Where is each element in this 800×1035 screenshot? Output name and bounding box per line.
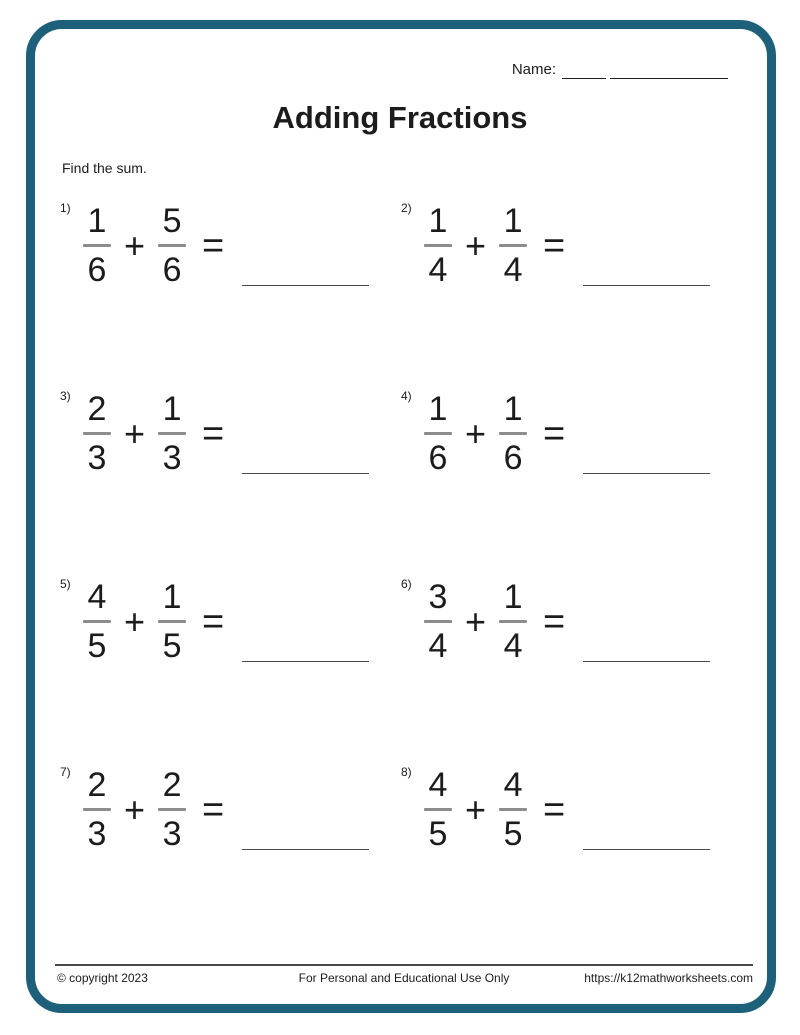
numerator: 3 [428,578,448,616]
equals-sign: = [543,412,566,455]
expression [424,204,710,287]
answer-line[interactable] [583,464,710,474]
equals-sign: = [543,600,566,643]
fraction-2 [158,392,186,475]
denominator: 6 [503,439,523,477]
fraction-2 [158,768,186,851]
answer-line[interactable] [242,840,369,850]
fraction-bar [499,808,527,811]
expression [83,392,369,475]
fraction-1 [83,392,111,475]
name-blank-line[interactable] [562,61,606,79]
numerator: 1 [428,202,448,240]
numerator: 4 [428,766,448,804]
answer-line[interactable] [242,276,369,286]
denominator: 5 [503,815,523,853]
problem-6 [401,572,750,760]
answer-line[interactable] [583,276,710,286]
denominator: 3 [87,439,107,477]
fraction-bar [158,244,186,247]
problem-number: 3) [60,389,71,403]
denominator: 3 [87,815,107,853]
plus-sign: + [465,224,487,266]
problem-number: 6) [401,577,412,591]
instruction-text: Find the sum. [62,160,147,176]
expression [83,768,369,851]
answer-line[interactable] [583,652,710,662]
fraction-1 [424,204,452,287]
fraction-bar [499,244,527,247]
denominator: 4 [428,627,448,665]
denominator: 3 [162,439,182,477]
denominator: 4 [503,251,523,289]
fraction-2 [499,580,527,663]
denominator: 4 [503,627,523,665]
page-title: Adding Fractions [272,100,528,135]
denominator: 4 [428,251,448,289]
fraction-2 [158,204,186,287]
answer-line[interactable] [583,840,710,850]
problem-number: 7) [60,765,71,779]
equals-sign: = [202,412,225,455]
problem-number: 5) [60,577,71,591]
fraction-bar [83,432,111,435]
fraction-1 [83,768,111,851]
denominator: 6 [87,251,107,289]
fraction-bar [424,808,452,811]
name-row [512,61,728,79]
fraction-bar [158,432,186,435]
numerator: 5 [162,202,182,240]
denominator: 6 [428,439,448,477]
fraction-bar [158,620,186,623]
numerator: 1 [428,390,448,428]
problems-grid [60,196,750,948]
expression [424,768,710,851]
plus-sign: + [124,788,146,830]
denominator: 3 [162,815,182,853]
denominator: 6 [162,251,182,289]
plus-sign: + [124,412,146,454]
fraction-bar [158,808,186,811]
numerator: 1 [503,578,523,616]
copyright-text: © copyright 2023 [57,971,148,985]
footer-divider [55,964,753,966]
numerator: 1 [503,390,523,428]
problem-number: 1) [60,201,71,215]
plus-sign: + [465,600,487,642]
plus-sign: + [465,412,487,454]
usage-text: For Personal and Educational Use Only [298,971,510,985]
problem-4 [401,384,750,572]
equals-sign: = [202,224,225,267]
website-link[interactable]: https://k12mathworksheets.com [584,971,753,985]
expression [424,392,710,475]
fraction-1 [424,580,452,663]
fraction-bar [424,432,452,435]
fraction-bar [499,620,527,623]
numerator: 2 [87,766,107,804]
problem-3 [60,384,401,572]
plus-sign: + [124,600,146,642]
problem-number: 8) [401,765,412,779]
numerator: 1 [162,578,182,616]
numerator: 2 [87,390,107,428]
expression [83,580,369,663]
problem-8 [401,760,750,948]
plus-sign: + [124,224,146,266]
equals-sign: = [202,788,225,831]
numerator: 2 [162,766,182,804]
fraction-bar [83,244,111,247]
numerator: 1 [162,390,182,428]
answer-line[interactable] [242,464,369,474]
fraction-bar [424,244,452,247]
expression [83,204,369,287]
name-label: Name: [511,61,556,78]
numerator: 4 [503,766,523,804]
expression [424,580,710,663]
answer-line[interactable] [242,652,369,662]
denominator: 5 [162,627,182,665]
equals-sign: = [543,224,566,267]
fraction-2 [499,768,527,851]
name-blank-line[interactable] [610,61,728,79]
problem-2 [401,196,750,384]
equals-sign: = [543,788,566,831]
problem-number: 4) [401,389,412,403]
numerator: 1 [503,202,523,240]
denominator: 5 [428,815,448,853]
equals-sign: = [202,600,225,643]
fraction-bar [424,620,452,623]
problem-7 [60,760,401,948]
problem-number: 2) [401,201,412,215]
fraction-1 [424,768,452,851]
fraction-bar [83,620,111,623]
fraction-bar [499,432,527,435]
numerator: 1 [87,202,107,240]
fraction-2 [499,392,527,475]
fraction-2 [499,204,527,287]
problem-1 [60,196,401,384]
fraction-2 [158,580,186,663]
denominator: 5 [87,627,107,665]
fraction-1 [83,204,111,287]
fraction-1 [424,392,452,475]
plus-sign: + [465,788,487,830]
fraction-bar [83,808,111,811]
numerator: 4 [87,578,107,616]
fraction-1 [83,580,111,663]
problem-5 [60,572,401,760]
